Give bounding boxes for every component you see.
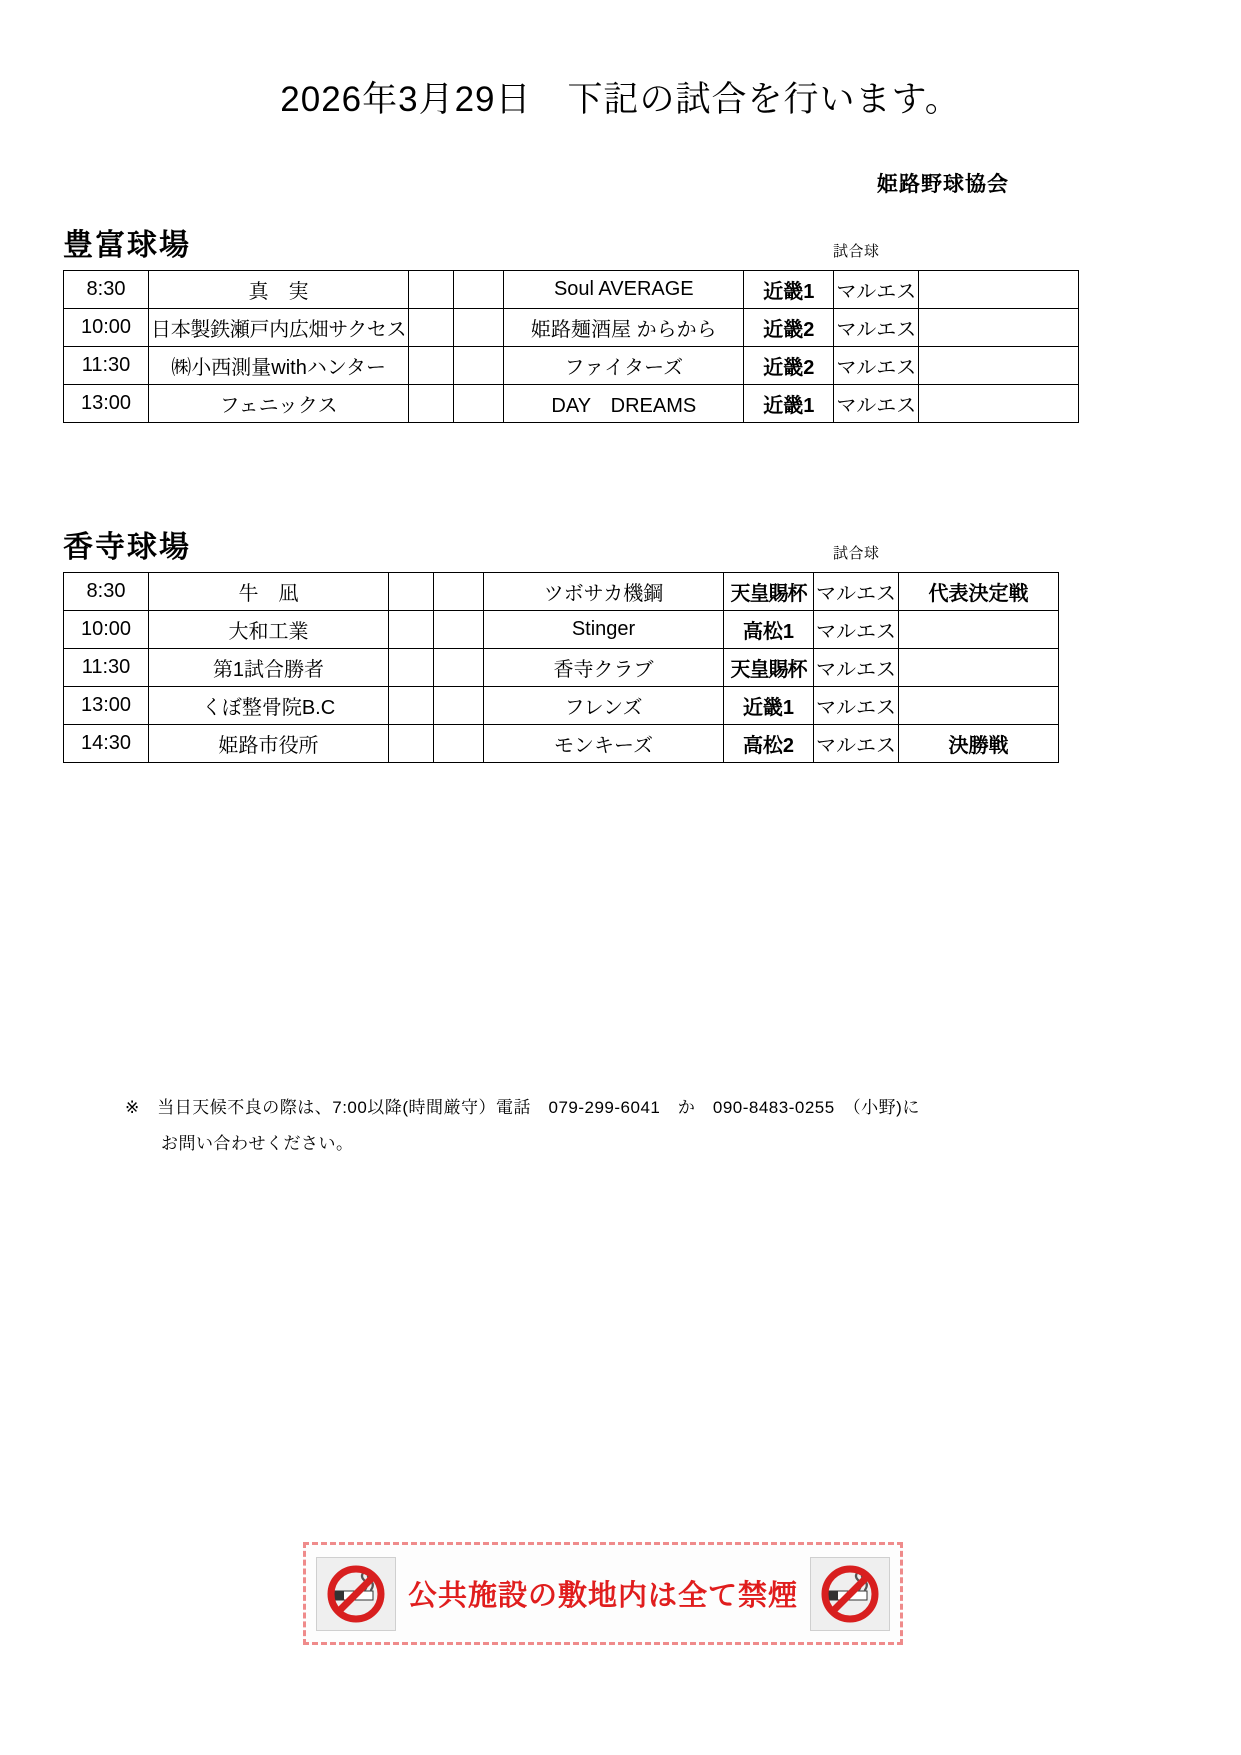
table-row <box>64 725 1059 763</box>
cell-time: 11:30 <box>64 649 149 687</box>
cell-team-home: ㈱小西測量withハンター <box>149 347 409 385</box>
cell-league: 天皇賜杯 <box>724 573 814 611</box>
cell-team-home: 第1試合勝者 <box>149 649 389 687</box>
schedule-table-1 <box>63 270 1079 423</box>
cell-ball: マルエス <box>814 687 899 725</box>
cell-note <box>899 649 1059 687</box>
cell-league: 近畿1 <box>724 687 814 725</box>
table-row <box>64 271 1079 309</box>
venue-section-1 <box>63 228 1173 423</box>
cell-score-home <box>409 347 454 385</box>
no-smoking-icon <box>810 1557 890 1631</box>
cell-note: 代表決定戦 <box>899 573 1059 611</box>
cell-team-away: DAY DREAMS <box>504 385 744 423</box>
cell-team-away: 香寺クラブ <box>484 649 724 687</box>
ball-column-header-1: 試合球 <box>833 243 880 260</box>
cell-score-home <box>409 271 454 309</box>
cell-note <box>919 347 1079 385</box>
cell-ball: マルエス <box>814 573 899 611</box>
cell-time: 13:00 <box>64 687 149 725</box>
cell-score-home <box>389 649 434 687</box>
cell-ball: マルエス <box>834 385 919 423</box>
cell-team-home: 日本製鉄瀬戸内広畑サクセス <box>149 309 409 347</box>
table-row <box>64 573 1059 611</box>
cell-team-away: ファイターズ <box>504 347 744 385</box>
cell-note <box>919 271 1079 309</box>
cell-ball: マルエス <box>834 309 919 347</box>
ball-column-header-2: 試合球 <box>833 545 880 562</box>
association-name: 姫路野球協会 <box>877 173 1009 196</box>
no-smoking-banner <box>303 1542 903 1645</box>
cell-note <box>919 385 1079 423</box>
venue-title-2: 香寺球場 <box>63 531 191 564</box>
cell-note: 決勝戦 <box>899 725 1059 763</box>
cell-score-home <box>389 725 434 763</box>
cell-score-away <box>434 687 484 725</box>
cell-league: 高松1 <box>724 611 814 649</box>
cell-team-home: 姫路市役所 <box>149 725 389 763</box>
cell-league: 近畿1 <box>744 385 834 423</box>
cell-score-home <box>389 687 434 725</box>
cell-ball: マルエス <box>834 347 919 385</box>
table-row <box>64 309 1079 347</box>
cell-score-away <box>434 611 484 649</box>
cell-team-home: 大和工業 <box>149 611 389 649</box>
table-row <box>64 385 1079 423</box>
cell-score-away <box>454 385 504 423</box>
cell-score-home <box>409 385 454 423</box>
cell-team-home: 牛 凪 <box>149 573 389 611</box>
cell-team-away: モンキーズ <box>484 725 724 763</box>
cell-score-away <box>434 725 484 763</box>
cell-team-home: くぼ整骨院B.C <box>149 687 389 725</box>
cell-ball: マルエス <box>814 611 899 649</box>
cell-ball: マルエス <box>814 725 899 763</box>
cell-score-away <box>454 309 504 347</box>
cell-ball: マルエス <box>814 649 899 687</box>
cell-time: 11:30 <box>64 347 149 385</box>
table-row <box>64 611 1059 649</box>
cell-time: 14:30 <box>64 725 149 763</box>
cell-league: 近畿2 <box>744 347 834 385</box>
schedule-table-2 <box>63 572 1059 763</box>
footnote-line-1: ※ 当日天候不良の際は、7:00以降(時間厳守）電話 079-299-6041 か 090-8483-0255 （小野)に <box>125 1098 920 1117</box>
cell-score-away <box>454 347 504 385</box>
venue-title-1: 豊富球場 <box>63 229 191 262</box>
table-row <box>64 687 1059 725</box>
no-smoking-icon <box>316 1557 396 1631</box>
cell-team-away: Soul AVERAGE <box>504 271 744 309</box>
cell-team-away: ツボサカ機鋼 <box>484 573 724 611</box>
cell-time: 8:30 <box>64 573 149 611</box>
cell-league: 高松2 <box>724 725 814 763</box>
no-smoking-text: 公共施設の敷地内は全て禁煙 <box>407 1580 798 1612</box>
cell-time: 13:00 <box>64 385 149 423</box>
table-row <box>64 649 1059 687</box>
cell-league: 天皇賜杯 <box>724 649 814 687</box>
cell-score-home <box>409 309 454 347</box>
venue-section-2 <box>63 530 1173 763</box>
cell-team-home: 真 実 <box>149 271 409 309</box>
cell-time: 8:30 <box>64 271 149 309</box>
cell-score-home <box>389 573 434 611</box>
footnote <box>125 1090 1125 1161</box>
cell-score-away <box>434 649 484 687</box>
cell-note <box>899 687 1059 725</box>
cell-score-away <box>434 573 484 611</box>
cell-score-away <box>454 271 504 309</box>
cell-team-away: 姫路麺酒屋 からから <box>504 309 744 347</box>
page-title: 2026年3月29日 下記の試合を行います。 <box>280 80 961 119</box>
cell-league: 近畿2 <box>744 309 834 347</box>
cell-team-away: フレンズ <box>484 687 724 725</box>
cell-note <box>919 309 1079 347</box>
cell-score-home <box>389 611 434 649</box>
cell-note <box>899 611 1059 649</box>
cell-time: 10:00 <box>64 309 149 347</box>
table-row <box>64 347 1079 385</box>
cell-team-home: フェニックス <box>149 385 409 423</box>
cell-team-away: Stinger <box>484 611 724 649</box>
cell-ball: マルエス <box>834 271 919 309</box>
cell-league: 近畿1 <box>744 271 834 309</box>
footnote-line-2: お問い合わせください。 <box>161 1133 354 1153</box>
cell-time: 10:00 <box>64 611 149 649</box>
